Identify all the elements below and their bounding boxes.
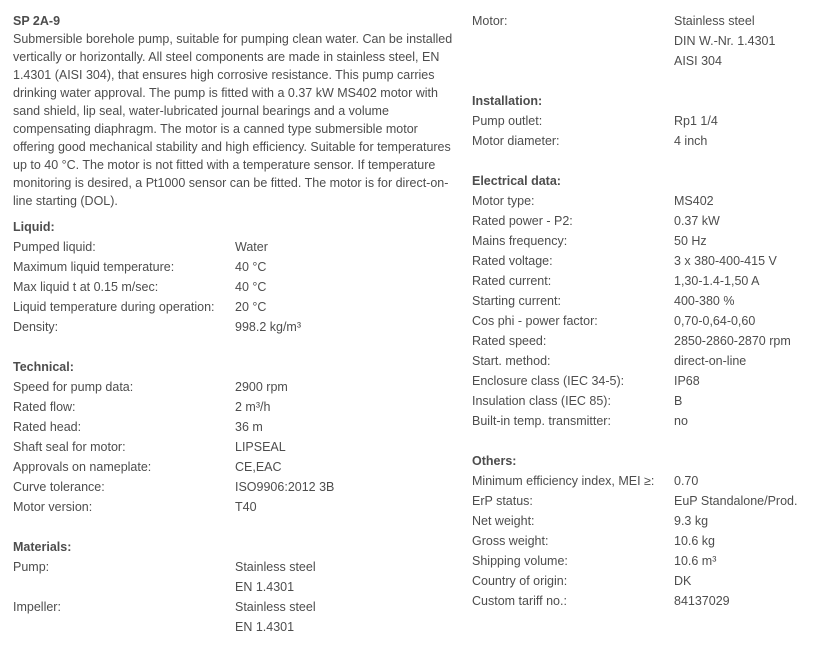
spec-value: LIPSEAL [235, 440, 286, 454]
spec-label: Rated flow: [13, 400, 76, 414]
spec-value: 400-380 % [674, 294, 735, 308]
spec-label: Cos phi - power factor: [472, 314, 598, 328]
motor-material-rows [472, 11, 812, 71]
electrical-rows [472, 191, 812, 431]
spec-label: Rated voltage: [472, 254, 553, 268]
spec-values [674, 371, 700, 391]
spec-values [235, 597, 316, 637]
spec-label: Built-in temp. transmitter: [472, 414, 611, 428]
spec-values [674, 511, 708, 531]
spec-label: Rated current: [472, 274, 552, 288]
spec-values [235, 457, 282, 477]
spec-value: 10.6 kg [674, 534, 716, 548]
spec-row [472, 371, 812, 391]
spec-label: Max liquid t at 0.15 m/sec: [13, 280, 159, 294]
spec-row [13, 317, 453, 337]
spec-row [13, 417, 453, 437]
spec-value: ISO9906:2012 3B [235, 480, 335, 494]
spec-values [235, 397, 270, 417]
spec-value: 40 °C [235, 260, 267, 274]
spec-value: 2850-2860-2870 rpm [674, 334, 791, 348]
spec-row [13, 477, 453, 497]
spec-value: IP68 [674, 374, 700, 388]
technical-section [13, 357, 453, 517]
spec-values [235, 437, 286, 457]
spec-row [472, 131, 812, 151]
spec-row [472, 591, 812, 611]
installation-rows [472, 111, 812, 151]
spec-value: 1,30-1.4-1,50 A [674, 274, 760, 288]
spec-label: Rated speed: [472, 334, 547, 348]
spec-values [674, 191, 714, 211]
spec-label: Net weight: [472, 514, 535, 528]
spec-row [13, 557, 453, 597]
spec-value: Stainless steel [235, 600, 316, 614]
product-title: SP 2A-9 [13, 14, 61, 28]
spec-value: T40 [235, 500, 257, 514]
spec-label: Pump: [13, 560, 50, 574]
spec-label: Insulation class (IEC 85): [472, 394, 611, 408]
spec-values [235, 417, 263, 437]
materials-section [13, 537, 453, 637]
spec-row [472, 211, 812, 231]
electrical-section [472, 171, 812, 431]
spec-row [13, 457, 453, 477]
spec-value: no [674, 414, 688, 428]
spec-label: Custom tariff no.: [472, 594, 567, 608]
spec-row [13, 277, 453, 297]
spec-label: Density: [13, 320, 59, 334]
others-section [472, 451, 812, 611]
spec-label: Mains frequency: [472, 234, 568, 248]
spec-label: Curve tolerance: [13, 480, 105, 494]
spec-value: direct-on-line [674, 354, 747, 368]
spec-value: 0,70-0,64-0,60 [674, 314, 756, 328]
spec-value: Stainless steel [235, 560, 316, 574]
product-description: Submersible borehole pump, suitable for pumping clean water. Can be installed vertically or horizontally. All steel components are made in stainless steel, EN 1.4301 (AISI 304), that ensures high corrosive resistance. This pump carries drinking water approval. The pump is fitted with a 0.37 kW MS402 motor with sand shield, lip seal, water-lubricated journal bearings and a volume compensating diaphragm. The motor is a canned type submersible motor offering good mechanical stability and high efficiency. Suitable for temperatures up to 40 °C. The motor is not fitted with a temperature sensor. If temperature monitoring is desired, a Pt1000 sensor can be fitted. The motor is for direct-on-line starting (DOL). [13, 32, 453, 208]
spec-row [472, 291, 812, 311]
spec-label: Motor diameter: [472, 134, 560, 148]
spec-values [674, 271, 759, 291]
spec-value: B [674, 394, 683, 408]
spec-values [674, 391, 682, 411]
spec-label: Start. method: [472, 354, 551, 368]
spec-row [13, 397, 453, 417]
spec-value: 84137029 [674, 594, 730, 608]
spec-values [674, 251, 777, 271]
spec-label: Starting current: [472, 294, 561, 308]
spec-values [674, 211, 720, 231]
technical-rows [13, 377, 453, 517]
spec-value: 3 x 380-400-415 V [674, 254, 777, 268]
spec-values [674, 311, 755, 331]
spec-label: Speed for pump data: [13, 380, 134, 394]
spec-value: 50 Hz [674, 234, 707, 248]
spec-row [472, 191, 812, 211]
spec-values [674, 231, 707, 251]
spec-row [472, 351, 812, 371]
spec-label: Impeller: [13, 600, 61, 614]
spec-row [472, 331, 812, 351]
spec-row [472, 111, 812, 131]
spec-values [235, 257, 266, 277]
spec-values [674, 471, 698, 491]
others-rows [472, 471, 812, 611]
spec-row [472, 231, 812, 251]
spec-label: Approvals on nameplate: [13, 460, 152, 474]
spec-value: 20 °C [235, 300, 267, 314]
spec-value: 9.3 kg [674, 514, 709, 528]
spec-value: CE,EAC [235, 460, 282, 474]
spec-row [472, 251, 812, 271]
spec-label: ErP status: [472, 494, 533, 508]
spec-label: Motor: [472, 14, 508, 28]
spec-value: Water [235, 240, 268, 254]
spec-values [235, 557, 316, 597]
spec-values [674, 531, 715, 551]
spec-row [13, 597, 453, 637]
spec-values [235, 297, 266, 317]
spec-value: 10.6 m³ [674, 554, 717, 568]
spec-value: EuP Standalone/Prod. [674, 494, 798, 508]
spec-value: Stainless steel [674, 14, 755, 28]
spec-row [472, 311, 812, 331]
spec-values [235, 277, 266, 297]
left-column [13, 0, 453, 637]
spec-label: Liquid temperature during operation: [13, 300, 215, 314]
spec-row [472, 471, 812, 491]
spec-values [674, 131, 707, 151]
spec-values [674, 571, 691, 591]
spec-label: Shipping volume: [472, 554, 568, 568]
materials-section-title: Materials: [13, 540, 72, 554]
spec-label: Shaft seal for motor: [13, 440, 126, 454]
spec-label: Enclosure class (IEC 34-5): [472, 374, 625, 388]
spec-value: 0.70 [674, 474, 699, 488]
spec-values [674, 111, 718, 131]
spec-row [13, 257, 453, 277]
spec-row [472, 391, 812, 411]
spec-values [674, 351, 746, 371]
electrical-section-title: Electrical data: [472, 174, 561, 188]
spec-values [674, 11, 775, 71]
spec-label: Gross weight: [472, 534, 549, 548]
spec-value: 2 m³/h [235, 400, 271, 414]
spec-row [472, 271, 812, 291]
spec-row [13, 297, 453, 317]
liquid-section-title: Liquid: [13, 220, 55, 234]
spec-row [472, 491, 812, 511]
right-column [472, 0, 812, 611]
spec-values [674, 291, 734, 311]
spec-value: 4 inch [674, 134, 708, 148]
spec-row [472, 11, 812, 71]
spec-value: EN 1.4301 [235, 580, 295, 594]
spec-label: Minimum efficiency index, MEI ≥: [472, 474, 655, 488]
spec-value: AISI 304 [674, 54, 722, 68]
materials-rows [13, 557, 453, 637]
spec-value: 2900 rpm [235, 380, 288, 394]
spec-values [235, 317, 301, 337]
spec-value: 0.37 kW [674, 214, 720, 228]
spec-label: Maximum liquid temperature: [13, 260, 175, 274]
spec-label: Motor version: [13, 500, 93, 514]
spec-label: Pump outlet: [472, 114, 543, 128]
spec-value: DK [674, 574, 692, 588]
spec-row [472, 531, 812, 551]
spec-values [674, 411, 688, 431]
spec-row [472, 411, 812, 431]
spec-values [235, 497, 257, 517]
others-section-title: Others: [472, 454, 517, 468]
spec-label: Country of origin: [472, 574, 568, 588]
spec-row [13, 237, 453, 257]
spec-value: 40 °C [235, 280, 267, 294]
spec-values [235, 237, 268, 257]
spec-values [235, 477, 334, 497]
spec-label: Motor type: [472, 194, 535, 208]
spec-value: EN 1.4301 [235, 620, 295, 634]
spec-value: Rp1 1/4 [674, 114, 718, 128]
spec-values [674, 491, 797, 511]
liquid-section [13, 217, 453, 337]
spec-label: Rated head: [13, 420, 82, 434]
spec-row [472, 551, 812, 571]
spec-row [472, 571, 812, 591]
technical-section-title: Technical: [13, 360, 74, 374]
spec-row [13, 437, 453, 457]
spec-value: 36 m [235, 420, 263, 434]
spec-value: DIN W.-Nr. 1.4301 [674, 34, 776, 48]
spec-label: Rated power - P2: [472, 214, 573, 228]
spec-values [674, 591, 730, 611]
spec-values [235, 377, 288, 397]
spec-values [674, 551, 716, 571]
installation-section-title: Installation: [472, 94, 543, 108]
spec-values [674, 331, 791, 351]
spec-row [13, 377, 453, 397]
spec-value: MS402 [674, 194, 714, 208]
spec-row [13, 497, 453, 517]
spec-value: 998.2 kg/m³ [235, 320, 302, 334]
spec-row [472, 511, 812, 531]
installation-section [472, 91, 812, 151]
spec-label: Pumped liquid: [13, 240, 96, 254]
liquid-rows [13, 237, 453, 337]
